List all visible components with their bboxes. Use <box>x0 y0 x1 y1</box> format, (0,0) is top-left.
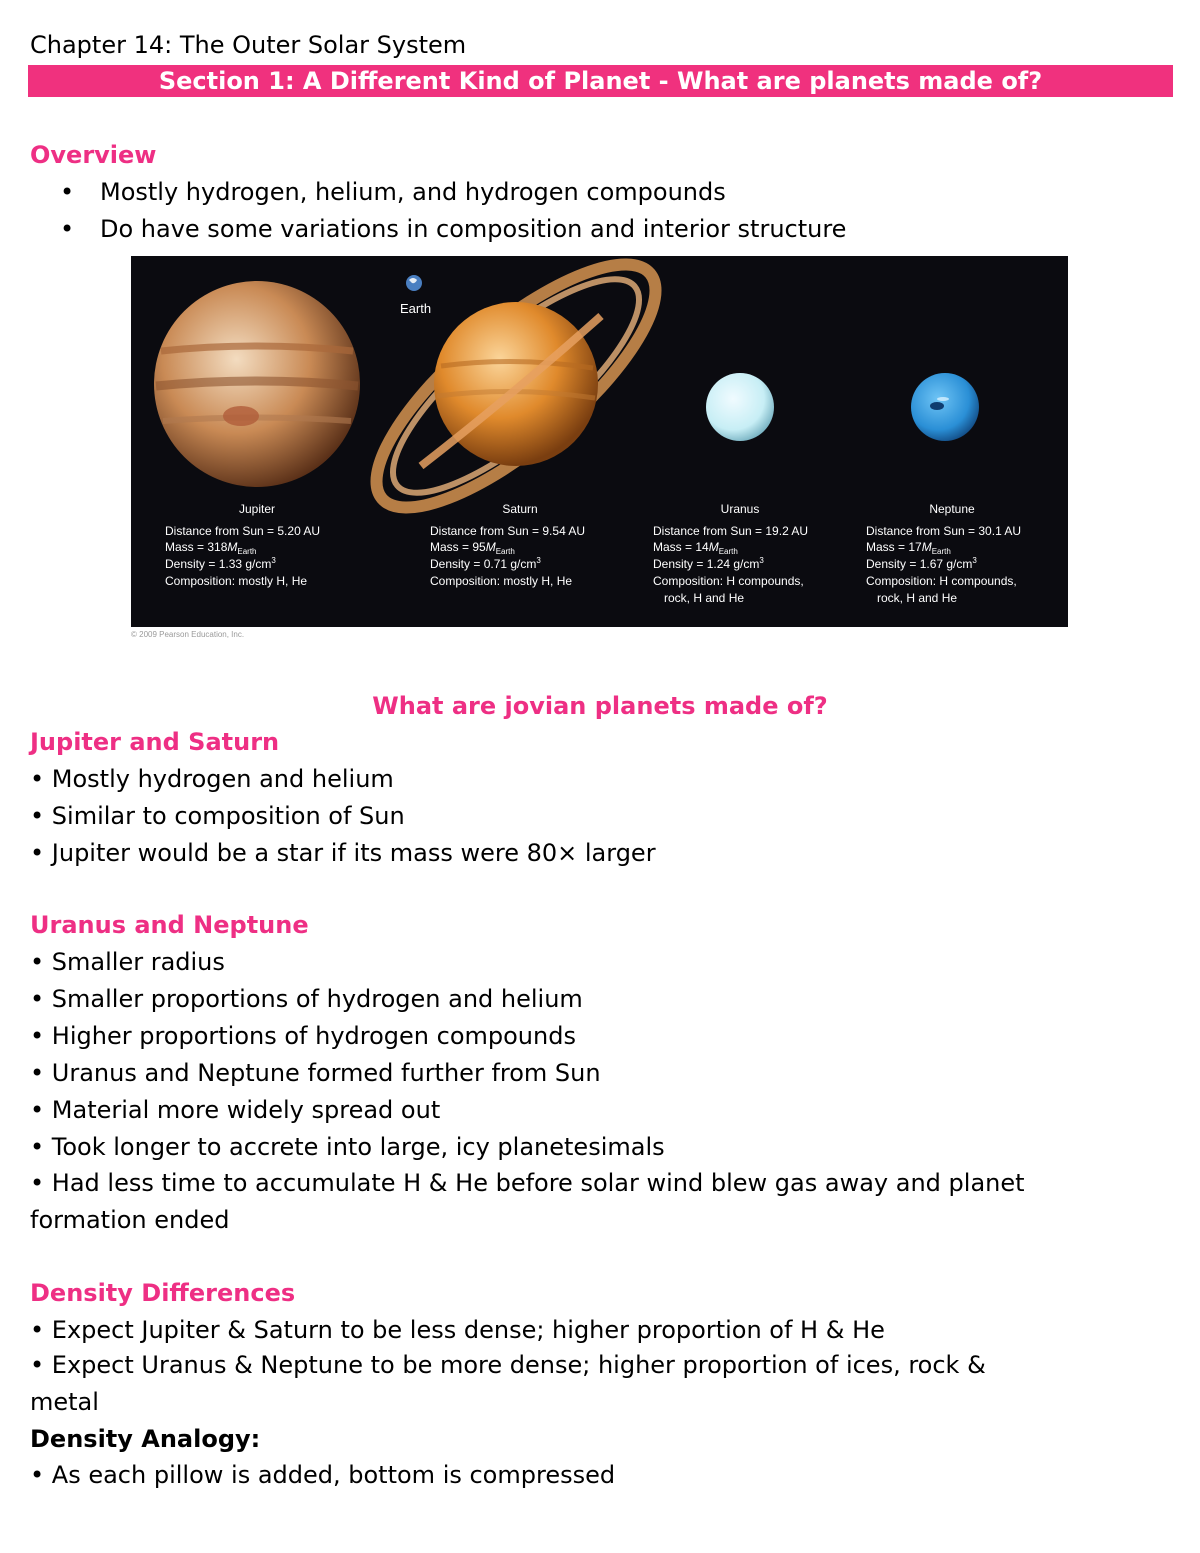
planet-mass: Mass = $318M_{Earth}$ <box>165 540 257 556</box>
list-item: • Similar to composition of Sun <box>30 802 405 830</box>
overview-heading: Overview <box>30 141 157 169</box>
uranus-neptune-heading: Uranus and Neptune <box>30 911 309 939</box>
planet-density: Density = 1.33 $g/cm^3$ <box>165 556 276 571</box>
planet-distance: Distance from Sun = 9.54 AU <box>430 524 586 538</box>
list-item: • Had less time to accumulate H & He before solar wind blew gas away and planet <box>30 1169 1025 1197</box>
list-item: • Smaller radius <box>30 948 225 976</box>
planet-composition: Composition: mostly H, He <box>430 574 573 588</box>
planet-distance: Distance from Sun = 19.2 AU <box>653 524 809 538</box>
bullet-glyph: • <box>60 178 75 206</box>
planet-name: Neptune <box>929 502 975 516</box>
planet-name: Uranus <box>720 502 760 516</box>
list-item: • Mostly hydrogen and helium <box>30 765 394 793</box>
list-item: • Material more widely spread out <box>30 1096 441 1124</box>
list-item: • Took longer to accrete into large, icy planetesimals <box>30 1133 665 1161</box>
planet-mass: Mass = $17M_{Earth}$ <box>866 540 951 556</box>
list-item: • Higher proportions of hydrogen compounds <box>30 1022 576 1050</box>
earth-label: Earth <box>400 301 432 316</box>
planet-density: Density = 1.24 $g/cm^3$ <box>653 556 764 571</box>
overview-item: Mostly hydrogen, helium, and hydrogen compounds <box>100 178 726 206</box>
planet-composition: rock, H and He <box>877 591 958 605</box>
planet-distance: Distance from Sun = 30.1 AU <box>866 524 1022 538</box>
density-analogy-heading: Density Analogy: <box>30 1425 261 1453</box>
planet-name: Saturn <box>502 502 538 516</box>
planet-mass: Mass = $14M_{Earth}$ <box>653 540 738 556</box>
list-item-continuation: metal <box>30 1388 99 1416</box>
planet-composition: rock, H and He <box>664 591 745 605</box>
planet-composition: Composition: H compounds, <box>866 574 1017 588</box>
figure-credit: © 2009 Pearson Education, Inc. <box>131 630 245 639</box>
overview-item: Do have some variations in composition and interior structure <box>100 215 847 243</box>
planet-composition: Composition: H compounds, <box>653 574 804 588</box>
planet-name: Jupiter <box>238 502 276 516</box>
list-item: • Uranus and Neptune formed further from Sun <box>30 1059 601 1087</box>
list-item: • Jupiter would be a star if its mass were 80× larger <box>30 839 656 867</box>
list-item: • Expect Uranus & Neptune to be more dense; higher proportion of ices, rock & <box>30 1351 986 1379</box>
list-item: • Expect Jupiter & Saturn to be less dense; higher proportion of H & He <box>30 1316 885 1344</box>
list-item: • As each pillow is added, bottom is compressed <box>30 1461 616 1489</box>
list-item: • Smaller proportions of hydrogen and helium <box>30 985 583 1013</box>
planet-density: Density = 1.67 $g/cm^3$ <box>866 556 977 571</box>
uranus-planet-icon <box>706 373 774 441</box>
list-item-continuation: formation ended <box>30 1206 230 1234</box>
chapter-title: Chapter 14: The Outer Solar System <box>30 31 467 59</box>
section-banner: Section 1: A Different Kind of Planet - What are planets made of? <box>28 65 1173 97</box>
planet-comparison-figure <box>131 256 1068 627</box>
density-heading: Density Differences <box>30 1279 296 1307</box>
bullet-glyph: • <box>60 215 75 243</box>
planet-distance: Distance from Sun = 5.20 AU <box>165 524 321 538</box>
planet-mass: Mass = $95M_{Earth}$ <box>430 540 515 556</box>
neptune-planet-icon <box>911 373 979 441</box>
jupiter-planet-icon <box>154 281 360 487</box>
planet-density: Density = 0.71 $g/cm^3$ <box>430 556 541 571</box>
planet-composition: Composition: mostly H, He <box>165 574 308 588</box>
jupiter-saturn-heading: Jupiter and Saturn <box>30 728 280 756</box>
jovian-heading: What are jovian planets made of? <box>372 692 828 720</box>
